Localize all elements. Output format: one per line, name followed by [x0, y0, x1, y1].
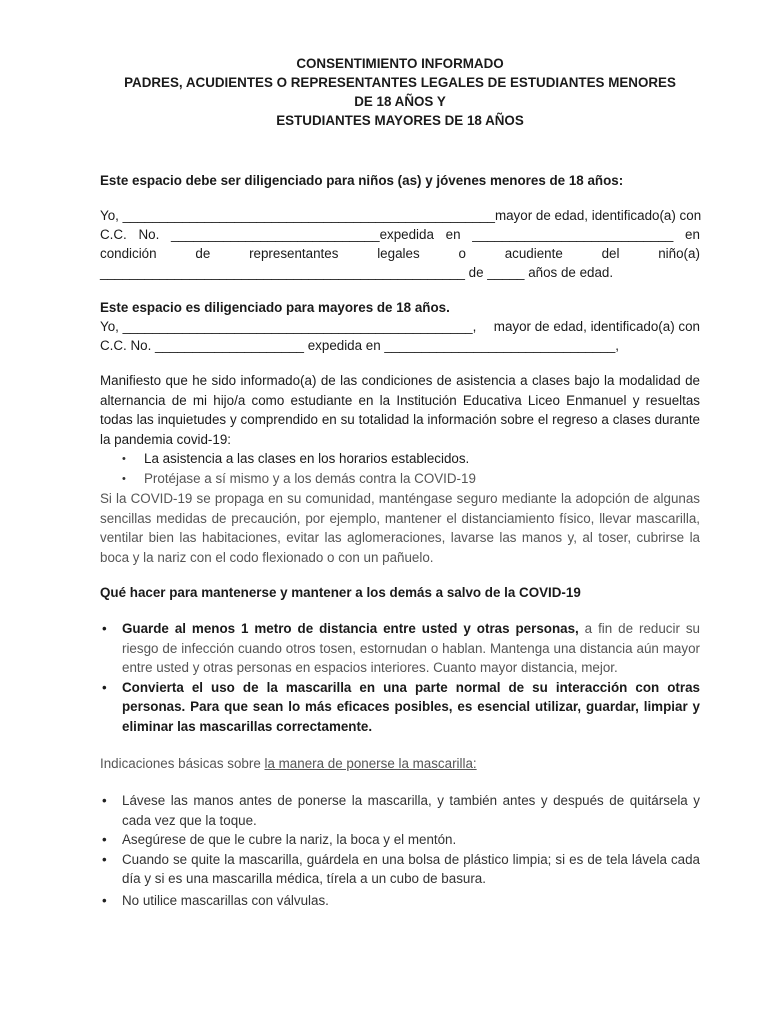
mask-instructions-list: [100, 791, 700, 910]
list-item: [100, 830, 700, 850]
bullet-icon: •: [122, 453, 126, 465]
minors-form: [100, 206, 700, 282]
word: representantes: [249, 246, 339, 261]
word: acudiente: [504, 246, 563, 261]
minors-name-blank: Yo, __________________________________________________: [100, 208, 495, 223]
bullet-icon: •: [102, 892, 107, 908]
cc-blank: ____________________________expedida: [171, 227, 434, 242]
word: condición: [100, 246, 157, 261]
bullet-icon: •: [102, 679, 107, 695]
title-line-3: DE 18 AÑOS Y: [354, 94, 446, 109]
mask-howto-link: la manera de ponerse la mascarilla:: [264, 756, 477, 771]
word: del: [601, 246, 620, 261]
title-line-1: CONSENTIMIENTO INFORMADO: [296, 56, 504, 71]
title-line-4: ESTUDIANTES MAYORES DE 18 AÑOS: [276, 113, 524, 128]
safety-list: [100, 619, 700, 736]
minors-line-1: [100, 206, 700, 225]
cc-label: C.C.: [100, 227, 127, 242]
safe-heading: Qué hacer para mantenerse y mantener a los demás a salvo de la COVID-19: [100, 585, 581, 600]
list-item: [100, 469, 700, 489]
bullet-icon: •: [102, 832, 107, 847]
bullet-icon: •: [122, 473, 126, 485]
list-item-text: No utilice mascarillas con válvulas.: [122, 892, 329, 908]
list-item: [100, 791, 700, 830]
list-item: [100, 678, 700, 737]
bullet-icon: •: [102, 621, 107, 636]
indications-prefix: Indicaciones básicas sobre: [100, 756, 265, 771]
minors-heading: Este espacio debe ser diligenciado para niños (as) y jóvenes menores de 18 años:: [100, 173, 624, 188]
list-item-text: a fin de reducir su riesgo de infección cuando otros tosen, estornudan o hablan. Mantenga una distancia aún mayor entre usted y otras personas en espacios interiores. Cuanto mayor distancia, mejor.: [122, 621, 700, 675]
word: o: [458, 246, 466, 261]
list-item: [100, 619, 700, 678]
title-line-2: PADRES, ACUDIENTES O REPRESENTANTES LEGALES DE ESTUDIANTES MENORES: [124, 75, 676, 90]
list-item-text: Lávese las manos antes de ponerse la mascarilla, y también antes y después de quitársela y cada vez que la toque.: [122, 793, 700, 828]
list-item-text: La asistencia a las clases en los horarios establecidos.: [144, 451, 470, 466]
adults-id-text: mayor de edad, identificado(a) con: [493, 319, 700, 334]
covid-paragraph: Si la COVID-19 se propaga en su comunidad, manténgase seguro mediante la adopción de algunas sencillas medidas de precaución, por ejemplo, mantener el distanciamiento físico, llevar mascarilla, ventilar bien las habitaciones, evitar las aglomeraciones, lavarse las manos y, al toser, cubrirse la boca y la nariz con el codo flexionado o con un pañuelo.: [100, 491, 700, 565]
list-item-bold: Guarde al menos 1 metro de distancia entre usted y otras personas,: [122, 621, 579, 636]
word: de: [195, 246, 211, 261]
document-title: [100, 54, 700, 130]
adults-line-1: [100, 317, 700, 336]
adults-line-2: C.C. No. ____________________ expedida en _______________________________,: [100, 338, 619, 353]
word: legales: [377, 246, 420, 261]
no-label: No.: [138, 227, 160, 242]
commitments-list: [100, 449, 700, 489]
bullet-icon: •: [102, 793, 107, 808]
adults-heading: Este espacio es diligenciado para mayores de 18 años.: [100, 300, 450, 315]
en-label: en: [445, 227, 461, 242]
word: niño(a): [658, 246, 700, 261]
list-item-text: Protéjase a sí mismo y a los demás contra la COVID-19: [144, 471, 476, 486]
list-item: [100, 850, 700, 889]
adults-name-blank: Yo, _______________________________________________,: [100, 319, 477, 334]
minors-line-3: [100, 244, 700, 263]
en-label-2: en: [685, 227, 700, 242]
minors-line-2: [100, 225, 700, 244]
city-blank: ___________________________: [472, 227, 674, 242]
document-page: [100, 54, 700, 910]
minors-line-4: _________________________________________________ de _____ años de edad.: [100, 265, 614, 280]
indications-line: [100, 754, 700, 773]
bullet-icon: •: [102, 851, 107, 867]
list-item-text: Cuando se quite la mascarilla, guárdela en una bolsa de plástico limpia; si es de tela lávela cada día y si es una mascarilla médica, tírela a un cubo de basura.: [122, 851, 700, 886]
list-item-text: Asegúrese de que le cubre la nariz, la boca y el mentón.: [122, 832, 457, 847]
manifest-paragraph: Manifiesto que he sido informado(a) de las condiciones de asistencia a clases bajo la modalidad de alternancia de mi hijo/a como estudiante en la Institución Educativa Liceo Enmanuel y resueltas todas las inquietudes y comprendido en su totalidad la información sobre el regreso a clases durante la pandemia covid-19:: [100, 373, 700, 447]
list-item: [100, 891, 700, 911]
list-item-bold: Convierta el uso de la mascarilla en una parte normal de su interacción con otras personas. Para que sean lo más eficaces posibles, es esencial utilizar, guardar, limpiar y eliminar las mascarillas correctamente.: [122, 679, 700, 734]
list-item: [100, 449, 700, 469]
minors-id-text: mayor de edad, identificado(a) con: [494, 208, 702, 223]
